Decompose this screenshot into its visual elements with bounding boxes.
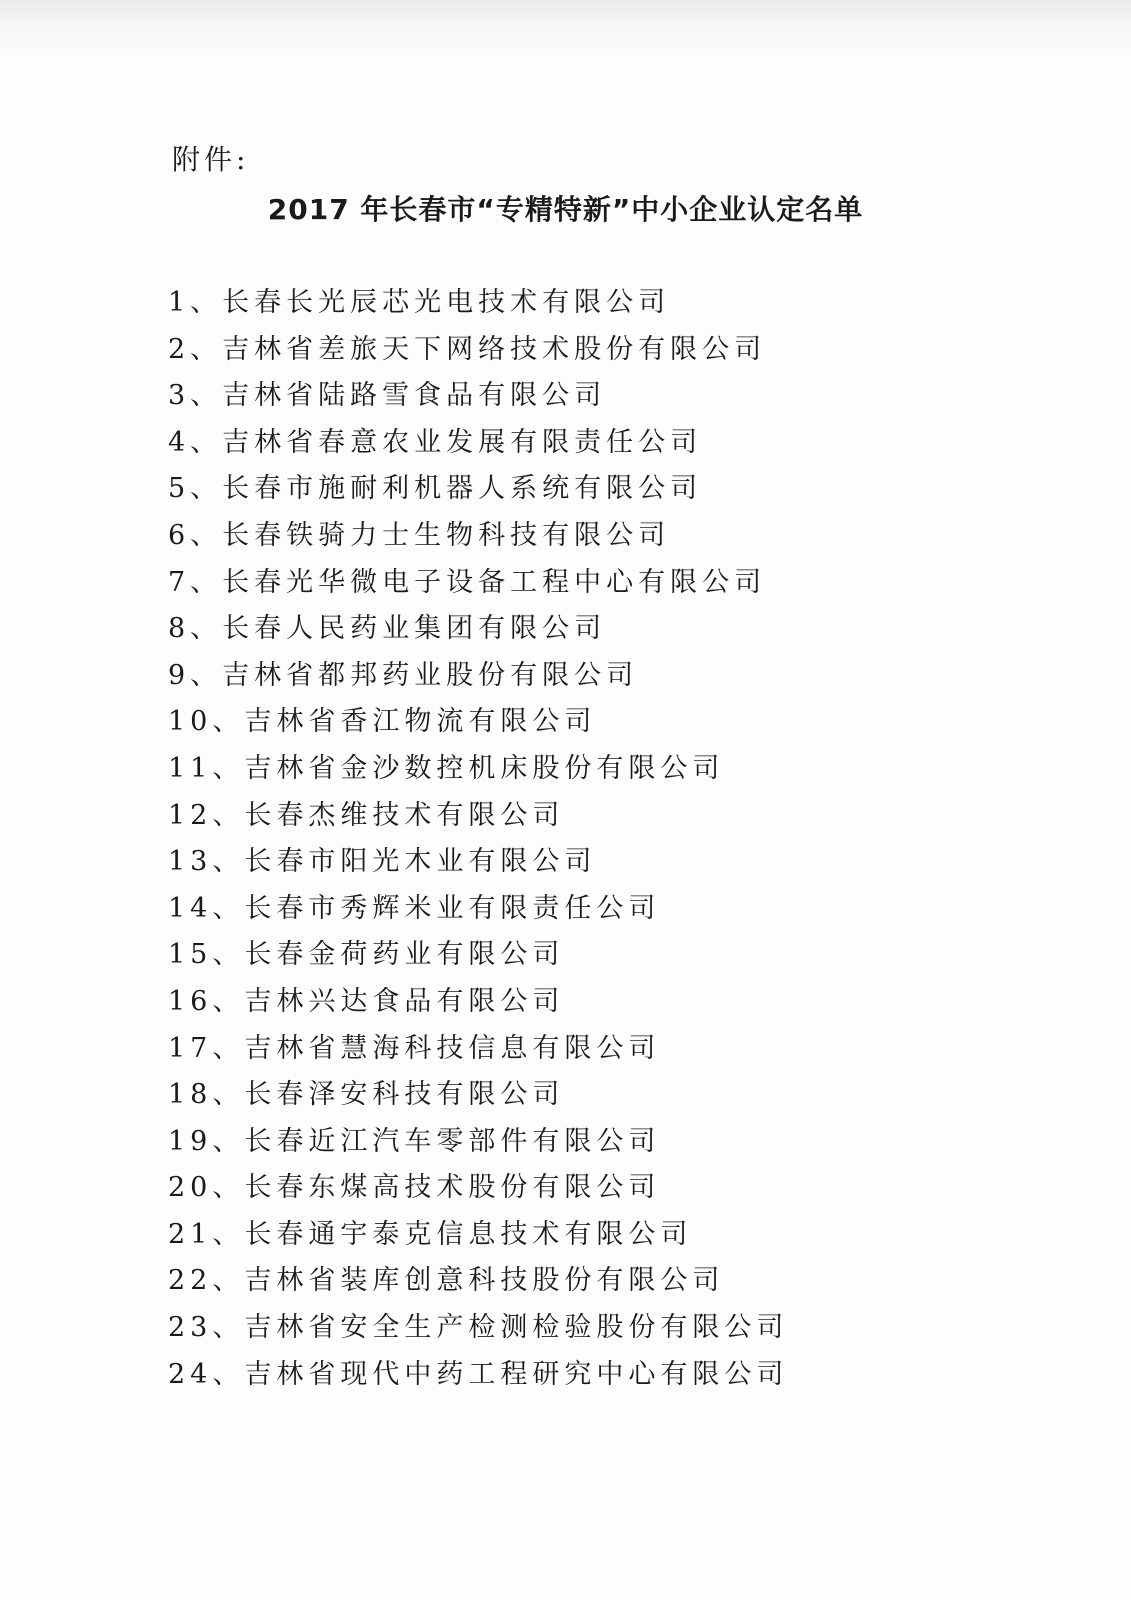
list-item: 2、吉林省差旅天下网络技术股份有限公司 <box>168 333 767 365</box>
list-item: 19、长春近江汽车零部件有限公司 <box>168 1125 661 1157</box>
attachment-label: 附件: <box>172 143 250 176</box>
list-item: 11、吉林省金沙数控机床股份有限公司 <box>168 752 725 784</box>
list-item: 15、长春金荷药业有限公司 <box>168 939 565 971</box>
list-item: 16、吉林兴达食品有限公司 <box>168 985 565 1017</box>
list-item: 23、吉林省安全生产检测检验股份有限公司 <box>168 1312 789 1344</box>
list-item: 22、吉林省装库创意科技股份有限公司 <box>168 1265 725 1297</box>
list-item: 7、长春光华微电子设备工程中心有限公司 <box>168 566 767 598</box>
list-item: 18、长春泽安科技有限公司 <box>168 1079 565 1111</box>
list-item: 3、吉林省陆路雪食品有限公司 <box>168 380 607 412</box>
company-list <box>168 280 788 1398</box>
list-item: 20、长春东煤高技术股份有限公司 <box>168 1172 661 1204</box>
list-item: 8、长春人民药业集团有限公司 <box>168 613 607 645</box>
document-title: 2017 年长春市“专精特新”中小企业认定名单 <box>267 193 864 226</box>
list-item: 24、吉林省现代中药工程研究中心有限公司 <box>168 1358 789 1390</box>
list-item: 10、吉林省香江物流有限公司 <box>168 706 597 738</box>
list-item: 13、长春市阳光木业有限公司 <box>168 846 597 878</box>
list-item: 6、长春铁骑力士生物科技有限公司 <box>168 519 671 551</box>
scan-shadow-band <box>0 0 1131 60</box>
list-item: 9、吉林省都邦药业股份有限公司 <box>168 659 639 691</box>
list-item: 17、吉林省慧海科技信息有限公司 <box>168 1032 661 1064</box>
list-item: 1、长春长光辰芯光电技术有限公司 <box>168 287 671 318</box>
list-item: 12、长春杰维技术有限公司 <box>168 799 565 831</box>
list-item: 4、吉林省春意农业发展有限责任公司 <box>168 426 703 458</box>
list-item: 14、长春市秀辉米业有限责任公司 <box>168 892 661 924</box>
list-item: 21、长春通宇泰克信息技术有限公司 <box>168 1218 693 1250</box>
list-item: 5、长春市施耐利机器人系统有限公司 <box>168 473 703 505</box>
